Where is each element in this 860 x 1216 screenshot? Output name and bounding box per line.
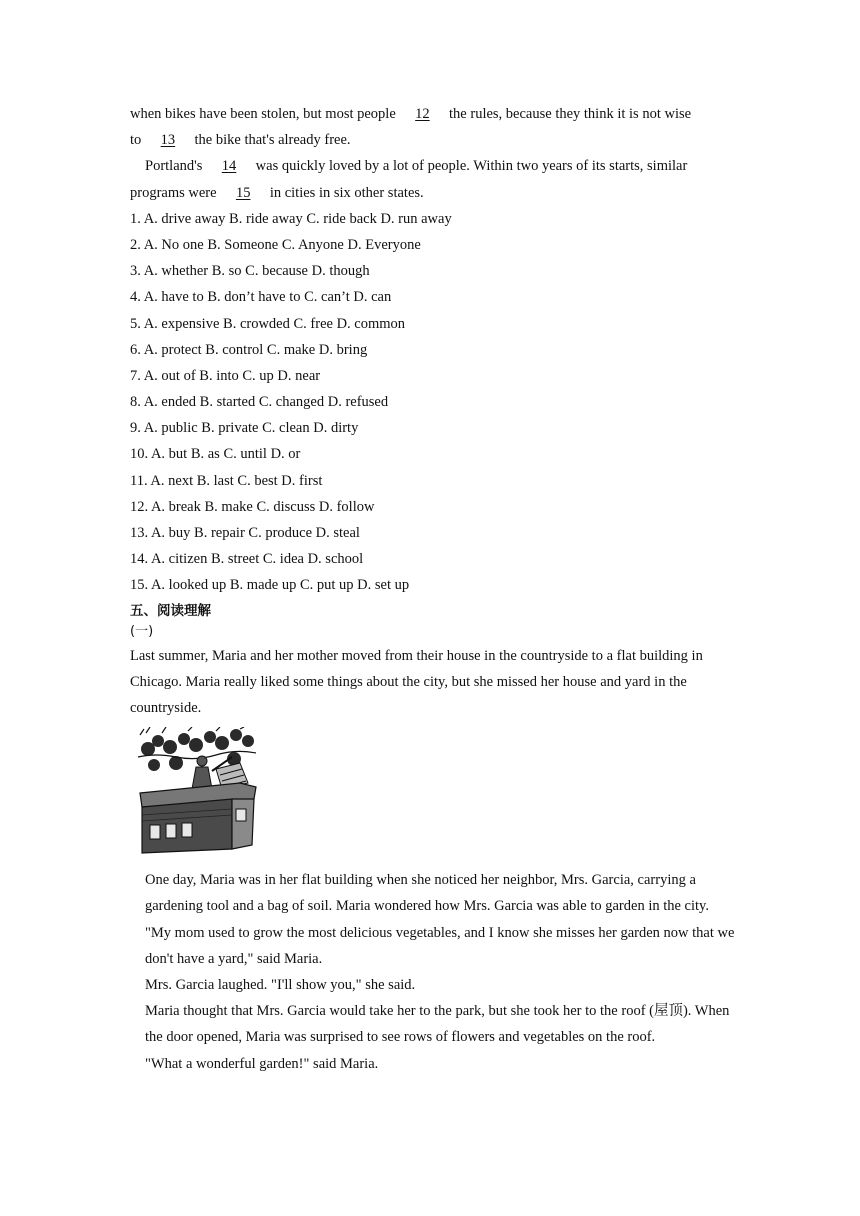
option-item: 6. A. protect B. control C. make D. bring: [130, 341, 368, 358]
option-item: 12. A. break B. make C. discuss D. follow: [130, 498, 375, 515]
option-item: 8. A. ended B. started C. changed D. refused: [130, 394, 389, 411]
option-item: 3. A. whether B. so C. because D. though: [130, 263, 370, 280]
reading-paragraph: "What a wonderful garden!" said Maria.: [145, 1055, 379, 1072]
option-item: 2. A. No one B. Someone C. Anyone D. Everyone: [130, 236, 421, 253]
passage-line: programs were 15 in cities in six other states.: [130, 180, 735, 206]
blank-13: 13: [160, 132, 176, 149]
reading-paragraph: "My mom used to grow the most delicious vegetables, and I know she misses her garden now that we don't have a yard," said Maria.: [145, 924, 735, 967]
option-item: 1. A. drive away B. ride away C. ride back D. run away: [130, 210, 452, 227]
options-list: [130, 206, 735, 599]
reading-paragraph: Mrs. Garcia laughed. "I'll show you," she said.: [145, 976, 416, 993]
reading-intro: Last summer, Maria and her mother moved from their house in the countryside to a flat building in Chicago. Maria really liked some things about the city, but she missed her house and yard in the countryside.: [130, 647, 703, 716]
blank-14: 14: [221, 158, 237, 175]
passage-line: Portland's 14 was quickly loved by a lot of people. Within two years of its starts, similar: [130, 153, 735, 179]
option-item: 5. A. expensive B. crowded C. free D. common: [130, 315, 406, 332]
option-item: 13. A. buy B. repair C. produce D. steal: [130, 525, 360, 541]
option-item: 7. A. out of B. into C. up D. near: [130, 367, 321, 384]
option-item: 9. A. public B. private C. clean D. dirty: [130, 420, 359, 437]
option-item: 15. A. looked up B. made up C. put up D. set up: [130, 577, 410, 594]
passage-line: when bikes have been stolen, but most people 12 the rules, because they think it is not wise: [130, 101, 735, 127]
reading-paragraph: One day, Maria was in her flat building when she noticed her neighbor, Mrs. Garcia, carrying a gardening tool and a bag of soil. Maria wondered how Mrs. Garcia was able to garden in the city.: [145, 872, 709, 915]
option-item: 4. A. have to B. don’t have to C. can’t D. can: [130, 289, 392, 306]
option-item: 11. A. next B. last C. best D. first: [130, 472, 323, 489]
rooftop-garden-image: [136, 727, 258, 855]
reading-paragraph: Maria thought that Mrs. Garcia would take her to the park, but she took her to the roof (屋顶). When the door opened, Maria was surprised to see rows of flowers and vegetables on the roof.: [145, 1003, 730, 1046]
blank-15: 15: [235, 184, 251, 201]
option-item: 14. A. citizen B. street C. idea D. school: [130, 551, 364, 568]
section-subtitle: (一): [130, 623, 154, 639]
rooftop-garden-illustration: [136, 727, 258, 855]
blank-12: 12: [415, 106, 430, 122]
option-item: 10. A. but B. as C. until D. or: [130, 446, 301, 463]
section-title: 五、阅读理解: [130, 602, 211, 619]
passage-line: to 13 the bike that's already free.: [130, 127, 735, 153]
document-content: [130, 101, 735, 1077]
